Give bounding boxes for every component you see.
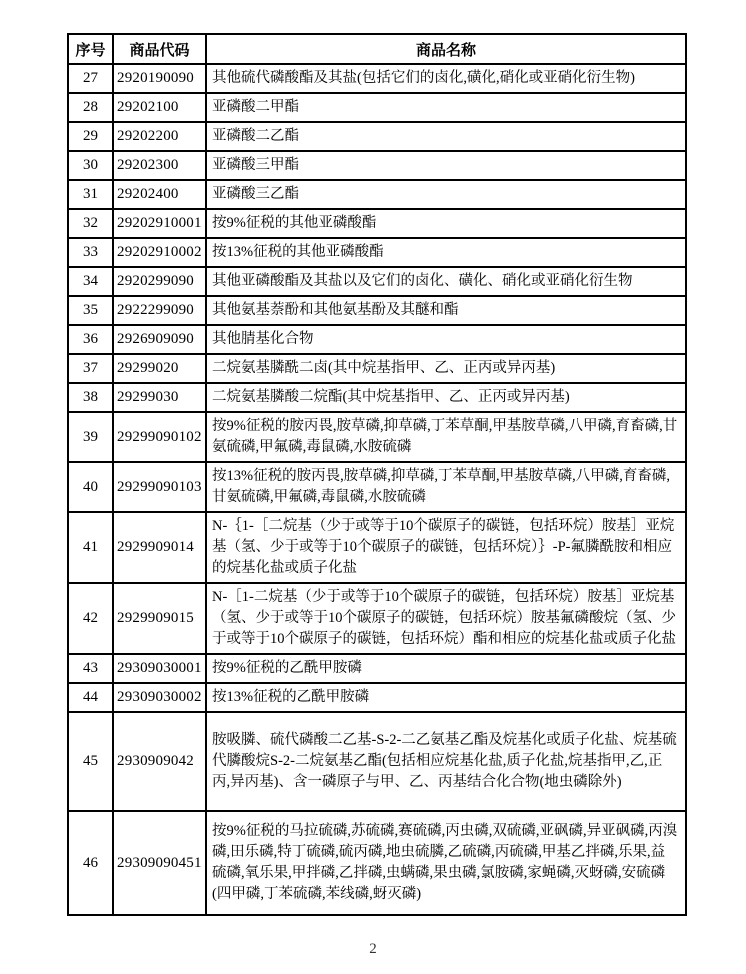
name-cell: 亚磷酸三乙酯 [206,180,686,209]
code-cell: 2929909015 [113,583,206,654]
product-code-table [67,33,687,916]
code-cell: 2926909090 [113,325,206,354]
name-cell: 亚磷酸二甲酯 [206,93,686,122]
name-cell: 按9%征税的乙酰甲胺磷 [206,654,686,683]
code-cell: 29299030 [113,383,206,412]
table-row [68,462,686,512]
table-body [68,64,686,915]
serial-cell: 32 [68,209,113,238]
code-cell: 29202100 [113,93,206,122]
table-header-row [68,34,686,64]
name-cell: 亚磷酸二乙酯 [206,122,686,151]
table-row [68,267,686,296]
name-cell: 其他腈基化合物 [206,325,686,354]
serial-cell: 30 [68,151,113,180]
serial-cell: 45 [68,712,113,811]
name-cell: 按9%征税的其他亚磷酸酯 [206,209,686,238]
name-cell: 按9%征税的胺丙畏,胺草磷,抑草磷,丁苯草酮,甲基胺草磷,八甲磷,育畜磷,甘氨硫磷,甲氟磷,毒鼠磷,水胺硫磷 [206,412,686,462]
code-cell: 29299090103 [113,462,206,512]
code-cell: 2930909042 [113,712,206,811]
table-row [68,654,686,683]
code-cell: 29299020 [113,354,206,383]
name-cell: 胺吸膦、硫代磷酸二乙基-S-2-二乙氨基乙酯及烷基化或质子化盐、烷基硫代膦酸烷S-2-二烷氨基乙酯(包括相应烷基化盐,质子化盐,烷基指甲,乙,正丙,异丙基)、含一磷原子与甲、乙、丙基结合化合物(地虫磷除外) [206,712,686,811]
page-number: 2 [369,941,377,957]
code-cell: 29309090451 [113,811,206,915]
table-row [68,354,686,383]
code-cell: 29309030002 [113,683,206,712]
code-cell: 2922299090 [113,296,206,325]
serial-cell: 44 [68,683,113,712]
name-cell: 二烷氨基膦酸二烷酯(其中烷基指甲、乙、正丙或异丙基) [206,383,686,412]
name-cell: 按9%征税的马拉硫磷,苏硫磷,赛硫磷,丙虫磷,双硫磷,亚砜磷,异亚砜磷,丙溴磷,田乐磷,特丁硫磷,硫丙磷,地虫硫膦,乙硫磷,丙硫磷,甲基乙拌磷,乐果,益硫磷,氧乐果,甲拌磷,乙拌磷,虫螨磷,果虫磷,氯胺磷,家蝇磷,灭蚜磷,安硫磷(四甲磷,丁苯硫磷,苯线磷,蚜灭磷) [206,811,686,915]
serial-cell: 36 [68,325,113,354]
serial-cell: 34 [68,267,113,296]
table-row [68,209,686,238]
table-row [68,325,686,354]
serial-cell: 38 [68,383,113,412]
code-cell: 2920299090 [113,267,206,296]
code-cell: 29202200 [113,122,206,151]
table-row [68,296,686,325]
name-cell: 亚磷酸三甲酯 [206,151,686,180]
name-cell: 按13%征税的乙酰甲胺磷 [206,683,686,712]
code-cell: 29202300 [113,151,206,180]
name-cell: N-［1-二烷基（少于或等于10个碳原子的碳链，包括环烷）胺基］亚烷基（氢、少于或等于10个碳原子的碳链，包括环烷）胺基氟磷酸烷（氢、少于或等于10个碳原子的碳链，包括环烷）酯和相应的烷基化盐或质子化盐 [206,583,686,654]
name-cell: 按13%征税的胺丙畏,胺草磷,抑草磷,丁苯草酮,甲基胺草磷,八甲磷,育畜磷,甘氨硫磷,甲氟磷,毒鼠磷,水胺硫磷 [206,462,686,512]
name-cell: 其他硫代磷酸酯及其盐(包括它们的卤化,磺化,硝化或亚硝化衍生物) [206,64,686,93]
table-row [68,93,686,122]
code-cell: 29309030001 [113,654,206,683]
table-row [68,151,686,180]
serial-cell: 35 [68,296,113,325]
serial-cell: 43 [68,654,113,683]
serial-cell: 40 [68,462,113,512]
table-row [68,512,686,583]
table-row [68,180,686,209]
name-cell: 其他亚磷酸酯及其盐以及它们的卤化、磺化、硝化或亚硝化衍生物 [206,267,686,296]
serial-cell: 37 [68,354,113,383]
serial-cell: 39 [68,412,113,462]
name-cell: 其他氨基萘酚和其他氨基酚及其醚和酯 [206,296,686,325]
table-row [68,583,686,654]
code-cell: 2920190090 [113,64,206,93]
serial-cell: 28 [68,93,113,122]
serial-cell: 29 [68,122,113,151]
code-cell: 29202910001 [113,209,206,238]
code-cell: 29202400 [113,180,206,209]
serial-cell: 42 [68,583,113,654]
table-row [68,811,686,915]
name-cell: 按13%征税的其他亚磷酸酯 [206,238,686,267]
serial-cell: 41 [68,512,113,583]
code-cell: 29202910002 [113,238,206,267]
table-row [68,683,686,712]
table-row [68,64,686,93]
table-row [68,412,686,462]
serial-cell: 31 [68,180,113,209]
name-cell: 二烷氨基膦酰二卤(其中烷基指甲、乙、正丙或异丙基) [206,354,686,383]
header-product-name: 商品名称 [206,34,686,64]
table-row [68,122,686,151]
name-cell: N-｛1-［二烷基（少于或等于10个碳原子的碳链，包括环烷）胺基］亚烷基（氢、少于或等于10个碳原子的碳链，包括环烷）｝-P-氟膦酰胺和相应的烷基化盐或质子化盐 [206,512,686,583]
table-row [68,238,686,267]
table-row [68,712,686,811]
header-product-code: 商品代码 [113,34,206,64]
serial-cell: 27 [68,64,113,93]
code-cell: 29299090102 [113,412,206,462]
code-cell: 2929909014 [113,512,206,583]
table-row [68,383,686,412]
serial-cell: 33 [68,238,113,267]
header-serial: 序号 [68,34,113,64]
serial-cell: 46 [68,811,113,915]
